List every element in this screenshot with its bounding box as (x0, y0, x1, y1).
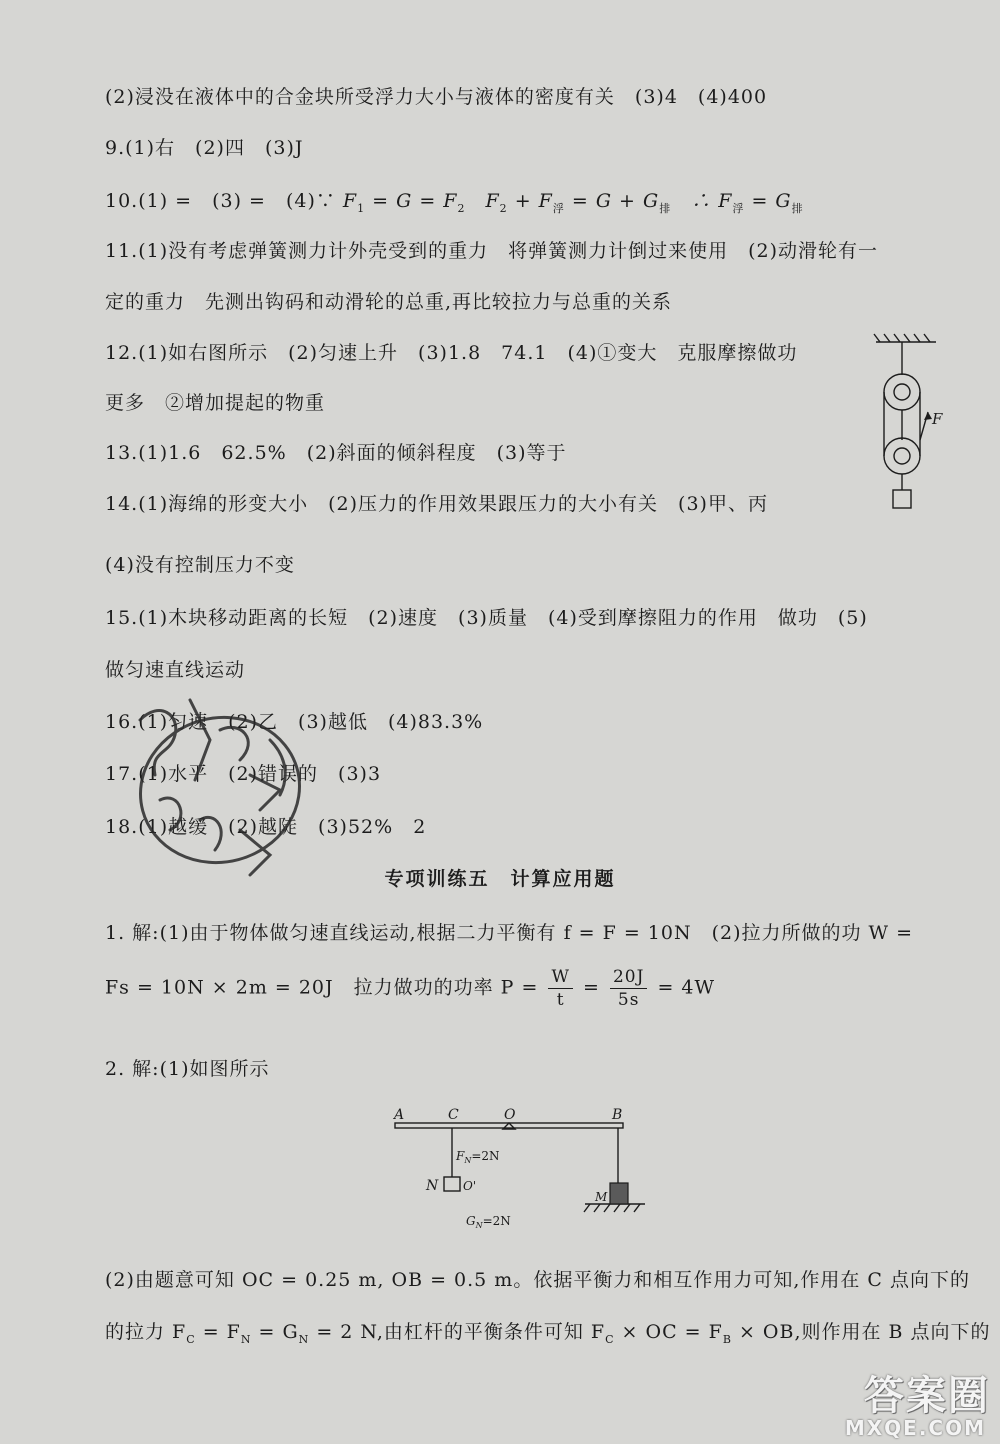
fraction-w-over-t: $\frac{W}{t}$ (548, 966, 572, 1011)
lever-m-label: M (595, 1190, 608, 1204)
answer-line-q8-2: (2)浸没在液体中的合金块所受浮力大小与液体的密度有关 (3)4 (4)400 (105, 86, 768, 108)
force-arrow-head (924, 412, 932, 420)
watermark-logo-text: 答案圈 (864, 1373, 990, 1419)
lever-o-prime-label: O' (463, 1179, 477, 1193)
handwritten-stamp-image (120, 680, 310, 890)
answer-line-q11: 11.(1)没有考虑弹簧测力计外壳受到的重力 将弹簧测力计倒过来使用 (2)动滑轮有一 (105, 240, 879, 262)
answer-line-calc-2-part2: (2)由题意可知 OC = 0.25 m, OB = 0.5 m。依据平衡力和相互作用力可知,作用在 C 点向下的 (105, 1269, 970, 1291)
section-title: 专项训练五 计算应用题 (384, 868, 616, 890)
answer-line-q15-cont: 做匀速直线运动 (105, 659, 246, 681)
answer-line-q15: 15.(1)木块移动距离的长短 (2)速度 (3)质量 (4)受到摩擦阻力的作用 做功 (5) (105, 607, 868, 629)
lever-label-b: B (612, 1107, 623, 1123)
answer-line-q14-cont: (4)没有控制压力不变 (105, 554, 295, 576)
block-m (610, 1183, 628, 1204)
lever-n-label: N (426, 1178, 439, 1194)
fraction-20j-over-5s: $\frac{20J}{5s}$ (610, 966, 647, 1011)
answer-line-q12: 12.(1)如右图所示 (2)匀速上升 (3)1.8 74.1 (4)①变大 克服摩擦做功 (105, 342, 798, 364)
lever-label-a: A (394, 1107, 405, 1123)
lever-figure (390, 1105, 660, 1245)
lever-label-o: O (504, 1107, 516, 1123)
answer-line-q10: 10.(1) = (3) = (4)∵ $F_1 = G = F_2$ $F_2 + F_浮 = G + G_排$ ∴ $F_浮 = G_排$ (105, 190, 804, 215)
answer-line-q17: 17.(1)水平 (2)错误的 (3)3 (105, 763, 382, 785)
pulley-system-figure (866, 330, 956, 525)
answer-line-q14: 14.(1)海绵的形变大小 (2)压力的作用效果跟压力的大小有关 (3)甲、丙 (105, 493, 768, 515)
pulley-force-label: F (932, 410, 943, 428)
answer-line-q18: 18.(1)越缓 (2)越陡 (3)52% 2 (105, 816, 427, 838)
answer-line-calc-2-part2-cont: 的拉力 $F_C = F_N = G_N = 2$ N,由杠杆的平衡条件可知 $F_C$ × OC = $F_B$ × OB,则作用在 B 点向下的 (105, 1321, 991, 1346)
answer-line-q11-cont: 定的重力 先测出钩码和动滑轮的总重,再比较拉力与总重的关系 (105, 291, 673, 313)
answer-line-calc-2: 2. 解:(1)如图所示 (105, 1058, 270, 1080)
watermark-url: MXQE.COM (844, 1416, 986, 1440)
answer-line-q12-cont: 更多 ②增加提起的物重 (105, 392, 326, 414)
lever-fn-label: $F_N=2N$ (456, 1149, 500, 1165)
site-watermark (800, 1364, 1000, 1444)
lever-label-c: C (448, 1107, 459, 1123)
answer-line-calc-1-cont: Fs = 10N × 2m = 20J 拉力做功的功率 P = $\frac{W}{t}$ = $\frac{20J}{5s}$ = 4W (105, 967, 716, 1010)
lever-gn-label: $G_N=2N$ (466, 1214, 511, 1230)
answer-line-calc-1: 1. 解:(1)由于物体做匀速直线运动,根据二力平衡有 f = F = 10N (2)拉力所做的功 W = (105, 922, 914, 944)
answer-line-q13: 13.(1)1.6 62.5% (2)斜面的倾斜程度 (3)等于 (105, 442, 567, 464)
answer-line-q9: 9.(1)右 (2)四 (3)J (105, 137, 304, 159)
answer-line-q16: 16.(1)匀速 (2)乙 (3)越低 (4)83.3% (105, 711, 484, 733)
